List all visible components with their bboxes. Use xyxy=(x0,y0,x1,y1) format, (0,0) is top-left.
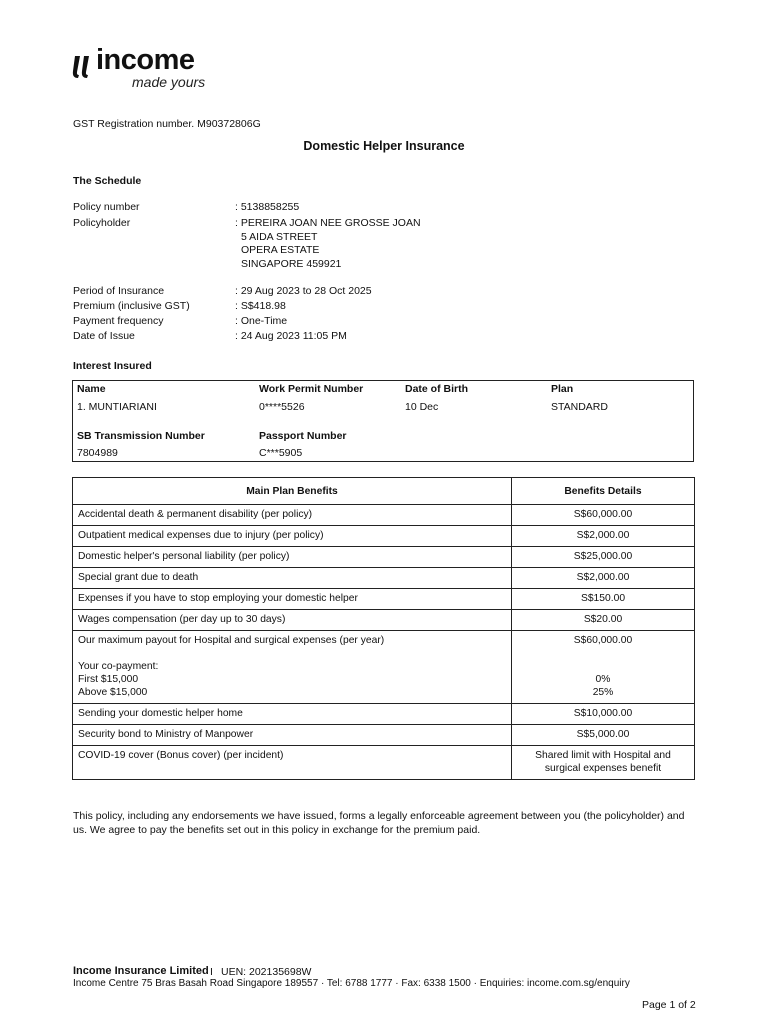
gst-registration: GST Registration number. M90372806G xyxy=(73,118,261,130)
benefit-label: Sending your domestic helper home xyxy=(73,704,512,725)
sb-value: 7804989 xyxy=(77,447,118,459)
benefits-table xyxy=(72,477,695,780)
benefit-value: S$5,000.00 xyxy=(512,725,695,746)
hospital-benefit-value: S$60,000.00 xyxy=(573,635,633,646)
policy-number-label: Policy number xyxy=(73,201,140,213)
insured-name: 1. MUNTIARIANI xyxy=(77,401,157,413)
benefit-label: Outpatient medical expenses due to injury (per policy) xyxy=(73,526,512,547)
table-row xyxy=(73,547,695,568)
period-label: Period of Insurance xyxy=(73,285,165,297)
premium-label: Premium (inclusive GST) xyxy=(73,300,190,312)
table-row-hospital xyxy=(73,631,695,704)
premium-value: : S$418.98 xyxy=(235,300,286,312)
benefit-value: S$2,000.00 xyxy=(512,526,695,547)
benefit-label: Wages compensation (per day up to 30 days) xyxy=(73,610,512,631)
main-plan-benefits-header: Main Plan Benefits xyxy=(73,478,512,505)
copay-above-value: 25% xyxy=(592,687,614,698)
covid-value-line: surgical expenses benefit xyxy=(544,763,662,774)
dob-value: 10 Dec xyxy=(405,401,439,413)
plan-value: STANDARD xyxy=(551,401,608,413)
table-row xyxy=(73,589,695,610)
brand-tagline: made yours xyxy=(132,74,206,90)
dob-header: Date of Birth xyxy=(405,383,468,395)
benefit-value: S$10,000.00 xyxy=(512,704,695,725)
sb-header: SB Transmission Number xyxy=(77,430,205,442)
passport-header: Passport Number xyxy=(259,430,347,442)
policyholder-line: OPERA ESTATE xyxy=(241,244,320,256)
benefit-value: S$150.00 xyxy=(512,589,695,610)
table-row xyxy=(73,568,695,589)
benefit-label: Security bond to Ministry of Manpower xyxy=(73,725,512,746)
hospital-benefit-value-cell xyxy=(512,631,695,704)
agreement-paragraph: This policy, including any endorsements we have issued, forms a legally enforceable agreement between you (the policyholder) and us. We agree to pay the benefits set out in this policy in exchange for the premium paid. xyxy=(73,810,685,836)
benefit-value: S$60,000.00 xyxy=(512,505,695,526)
plan-header: Plan xyxy=(551,383,574,395)
benefit-value: S$20.00 xyxy=(512,610,695,631)
period-value: : 29 Aug 2023 to 28 Oct 2025 xyxy=(235,285,372,297)
table-row-covid xyxy=(73,746,695,780)
footer-address: Income Centre 75 Bras Basah Road Singapore 189557 · Tel: 6788 1777 · Fax: 6338 1500 · Enquiries: income.com.sg/enquiry xyxy=(73,978,630,989)
table-row xyxy=(73,704,695,725)
document-title: Domestic Helper Insurance xyxy=(303,139,465,153)
footer-uen: UEN: 202135698W xyxy=(221,966,312,978)
policyholder-line: : PEREIRA JOAN NEE GROSSE JOAN xyxy=(235,217,421,229)
table-row xyxy=(73,610,695,631)
copay-above-label: Above $15,000 xyxy=(78,687,148,698)
policyholder-label: Policyholder xyxy=(73,217,131,229)
income-logo-icon xyxy=(72,52,94,78)
issue-date-value: : 24 Aug 2023 11:05 PM xyxy=(235,330,347,342)
benefit-value: S$2,000.00 xyxy=(512,568,695,589)
table-header-row xyxy=(73,478,695,505)
hospital-benefit-cell xyxy=(73,631,512,704)
covid-benefit-label: COVID-19 cover (Bonus cover) (per incident) xyxy=(73,746,512,780)
name-header: Name xyxy=(77,383,106,395)
benefit-label: Domestic helper's personal liability (per policy) xyxy=(73,547,512,568)
policy-number-value: : 5138858255 xyxy=(235,201,300,213)
footer-separator: I xyxy=(210,966,213,978)
table-row xyxy=(73,526,695,547)
policyholder-line: 5 AIDA STREET xyxy=(241,230,318,243)
covid-benefit-value xyxy=(512,746,695,780)
schedule-heading: The Schedule xyxy=(73,175,142,187)
benefit-label: Expenses if you have to stop employing your domestic helper xyxy=(73,589,512,610)
benefit-value: S$25,000.00 xyxy=(512,547,695,568)
copay-first-label: First $15,000 xyxy=(78,674,139,685)
policyholder-line: SINGAPORE 459921 xyxy=(241,257,342,270)
table-row xyxy=(73,505,695,526)
benefits-details-header: Benefits Details xyxy=(512,478,695,505)
copay-first-value: 0% xyxy=(595,674,611,685)
page-indicator: Page 1 of 2 xyxy=(642,999,696,1011)
copay-label: Your co-payment: xyxy=(78,661,159,672)
benefit-label: Special grant due to death xyxy=(73,568,512,589)
covid-value-line: Shared limit with Hospital and xyxy=(535,750,671,761)
work-permit-value: 0****5526 xyxy=(259,401,305,413)
interest-heading: Interest Insured xyxy=(73,360,152,372)
work-permit-header: Work Permit Number xyxy=(259,383,364,395)
policyholder-value xyxy=(235,217,421,271)
hospital-benefit-label: Our maximum payout for Hospital and surgical expenses (per year) xyxy=(78,635,385,646)
passport-value: C***5905 xyxy=(259,447,303,459)
footer-company: Income Insurance Limited xyxy=(73,965,209,977)
table-row xyxy=(73,725,695,746)
brand-name: income xyxy=(96,44,195,76)
benefit-label: Accidental death & permanent disability (per policy) xyxy=(73,505,512,526)
issue-date-label: Date of Issue xyxy=(73,330,135,342)
frequency-label: Payment frequency xyxy=(73,315,164,327)
interest-insured-box xyxy=(72,380,694,462)
frequency-value: : One-Time xyxy=(235,315,288,327)
